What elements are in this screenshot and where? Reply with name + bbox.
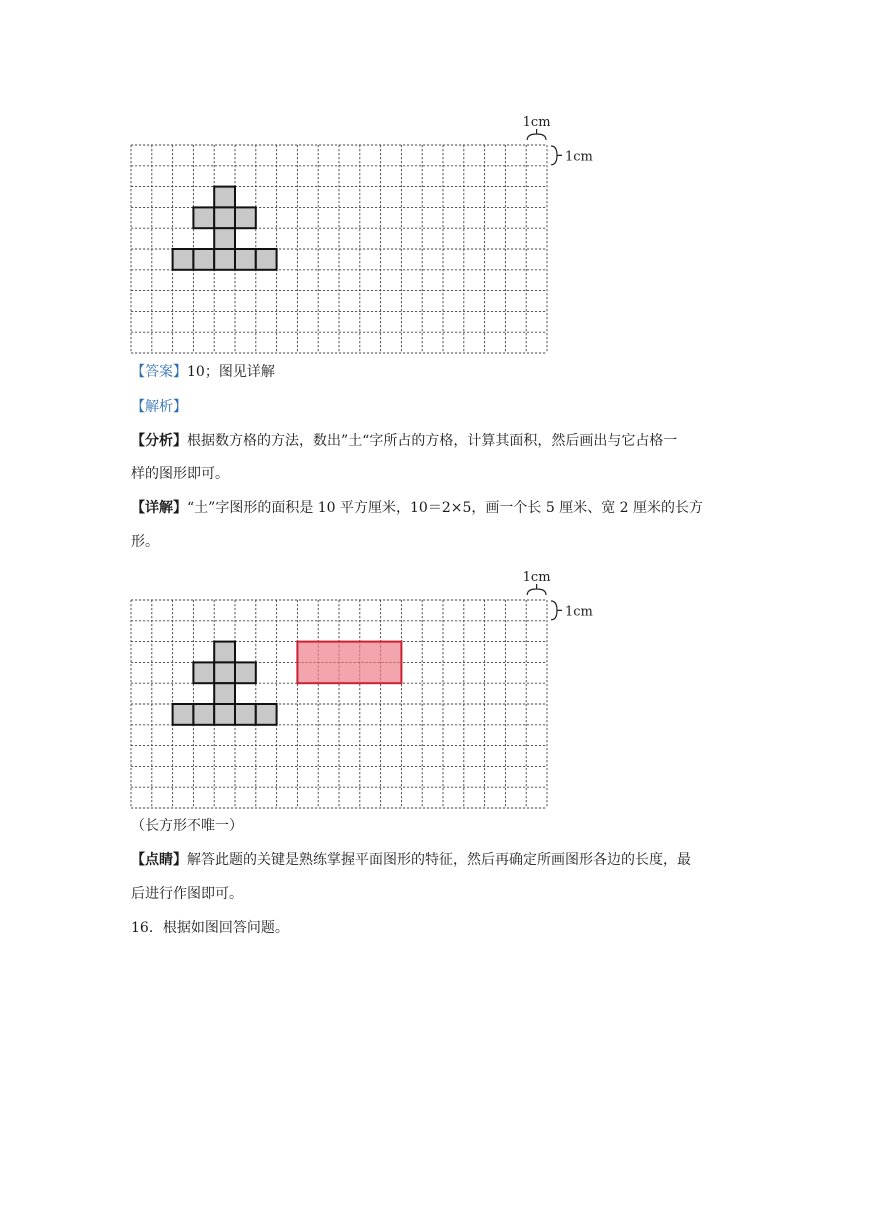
answer-text: 10；图见详解 [187, 364, 275, 380]
analysis-heading [131, 397, 187, 417]
fig2-tu-cell [193, 704, 214, 725]
dianjing-text-2: 后进行作图即可。 [131, 886, 243, 902]
fig1-unit-label-right: 1cm [565, 149, 593, 165]
fenxi-text-2: 样的图形即可。 [131, 466, 229, 482]
fig1-tu-cell [193, 207, 214, 228]
fig1-right-brace [551, 146, 562, 165]
fig2-top-brace [527, 584, 546, 595]
fig1-tu-cell [214, 228, 235, 249]
fig1-tu-cell [214, 207, 235, 228]
note-line [131, 816, 243, 836]
answer-tag: 【答案】 [131, 364, 187, 380]
fig1-tu-cell [214, 187, 235, 208]
fig1-tu-cell [235, 249, 256, 270]
xiangjie-text-2: 形。 [131, 534, 159, 550]
fig1-tu-cell [256, 249, 277, 270]
fenxi-line-1 [131, 431, 677, 451]
fenxi-tag: 【分析】 [131, 433, 187, 449]
note-text: （长方形不唯一） [131, 818, 243, 834]
xiangjie-line-1 [131, 498, 703, 518]
fenxi-line-2 [131, 464, 229, 484]
fig2-tu-cell [173, 704, 194, 725]
fig2-tu-cell [193, 662, 214, 683]
grid-svg-1 [125, 112, 605, 362]
fig2-tu-cell [214, 704, 235, 725]
fig2-tu-cell [256, 704, 277, 725]
xiangjie-line-2 [131, 532, 159, 552]
dianjing-line-2 [131, 884, 243, 904]
grid-figure-2 [125, 567, 605, 787]
fig2-tu-cell [235, 662, 256, 683]
dianjing-line-1 [131, 850, 691, 870]
fig2-unit-label-top: 1cm [522, 570, 551, 585]
fig2-unit-label-right: 1cm [565, 604, 593, 620]
question-16 [131, 918, 289, 938]
fig1-top-brace [527, 129, 546, 140]
dianjing-tag: 【点睛】 [131, 852, 187, 868]
answer-line [131, 362, 275, 382]
fig2-right-brace [551, 601, 562, 620]
dianjing-text-1: 解答此题的关键是熟练掌握平面图形的特征，然后再确定所画图形各边的长度，最 [187, 852, 691, 868]
question-16-text: 16．根据如图回答问题。 [131, 920, 289, 936]
xiangjie-text-1: “土”字图形的面积是 10 平方厘米，10＝2×5，画一个长 5 厘米、宽 2 厘米的长方 [187, 500, 704, 516]
grid-svg-2 [125, 567, 605, 817]
fig1-tu-cell [173, 249, 194, 270]
xiangjie-tag: 【详解】 [131, 500, 187, 516]
fig2-tu-cell [214, 642, 235, 663]
fig2-tu-cell [235, 704, 256, 725]
fig2-tu-cell [214, 662, 235, 683]
fig1-tu-cell [193, 249, 214, 270]
grid-figure-1 [125, 112, 605, 332]
analysis-tag: 【解析】 [131, 399, 187, 415]
fig1-tu-cell [235, 207, 256, 228]
fig1-tu-cell [214, 249, 235, 270]
fenxi-text-1: 根据数方格的方法，数出”土“字所占的方格，计算其面积，然后画出与它占格一 [187, 433, 678, 449]
fig1-unit-label-top: 1cm [522, 115, 551, 130]
fig2-tu-cell [214, 683, 235, 704]
